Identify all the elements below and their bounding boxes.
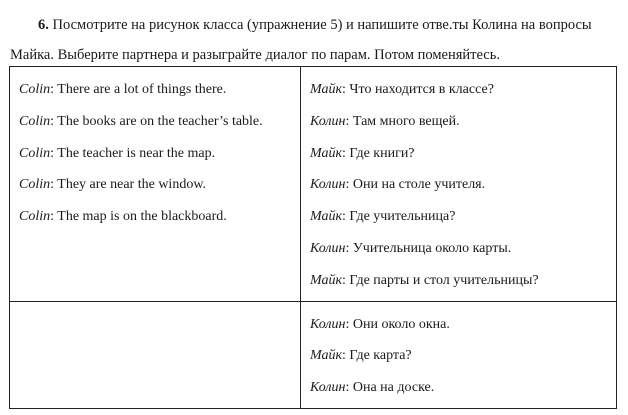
- line-text: Где парты и стол учительницы?: [349, 272, 539, 288]
- speaker-colon: :: [342, 348, 350, 364]
- dialog-line: [10, 106, 300, 138]
- speaker-colon: :: [50, 145, 58, 161]
- speaker-colon: :: [50, 209, 58, 225]
- speaker-colon: :: [50, 82, 58, 97]
- line-text: Где учительница?: [349, 209, 456, 225]
- speaker-name: Колин: [310, 316, 346, 332]
- dialog-table: [9, 66, 617, 409]
- line-text: The books are on the teacher’s table.: [57, 113, 263, 129]
- line-text: The map is on the blackboard.: [57, 209, 227, 225]
- speaker-colon: :: [345, 177, 353, 193]
- line-text: There are a lot of things there.: [57, 82, 227, 97]
- line-text: Они около окна.: [352, 316, 450, 332]
- speaker-name: Colin: [19, 177, 51, 193]
- dialog-table-body: [10, 67, 617, 409]
- speaker-name: Колин: [310, 177, 346, 193]
- dialog-line: [301, 309, 616, 341]
- dialog-line: [301, 106, 616, 138]
- dialog-lines: [301, 302, 616, 408]
- speaker-colon: :: [342, 145, 350, 161]
- speaker-colon: :: [345, 240, 353, 256]
- dialog-line: [10, 201, 300, 233]
- speaker-colon: :: [50, 177, 58, 193]
- line-text: Где книги?: [349, 145, 415, 161]
- dialog-cell-left: [10, 67, 301, 302]
- dialog-line: [301, 201, 616, 233]
- speaker-name: Майк: [310, 82, 343, 97]
- dialog-line: [301, 233, 616, 265]
- dialog-line: [10, 74, 300, 106]
- dialog-cell-right: [301, 301, 617, 408]
- speaker-name: Colin: [19, 113, 51, 129]
- line-text: Там много вещей.: [352, 113, 460, 129]
- line-text: Что находится в классе?: [349, 82, 494, 97]
- dialog-lines: [10, 67, 300, 237]
- speaker-name: Майк: [310, 348, 343, 364]
- speaker-colon: :: [345, 113, 353, 129]
- dialog-lines: [10, 302, 300, 313]
- dialog-line: [301, 169, 616, 201]
- line-text: Они на столе учителя.: [352, 177, 486, 193]
- speaker-name: Колин: [310, 240, 346, 256]
- speaker-colon: :: [342, 272, 350, 288]
- speaker-name: Colin: [19, 209, 51, 225]
- dialog-line: [301, 74, 616, 106]
- dialog-line: [301, 265, 616, 297]
- task-number: 6.: [38, 17, 49, 33]
- speaker-name: Колин: [310, 380, 346, 396]
- dialog-row: [10, 67, 617, 302]
- speaker-name: Colin: [19, 145, 51, 161]
- line-text: Она на доске.: [352, 380, 435, 396]
- speaker-name: Майк: [310, 272, 343, 288]
- dialog-line: [10, 138, 300, 170]
- line-text: They are near the window.: [57, 177, 207, 193]
- dialog-lines: [301, 67, 616, 301]
- dialog-line: [301, 340, 616, 372]
- dialog-line: [301, 138, 616, 170]
- speaker-name: Colin: [19, 82, 51, 97]
- speaker-name: Майк: [310, 145, 343, 161]
- dialog-line: [10, 169, 300, 201]
- dialog-cell-left: [10, 301, 301, 408]
- line-text: The teacher is near the map.: [57, 145, 216, 161]
- speaker-colon: :: [50, 113, 58, 129]
- line-text: Учительница около карты.: [352, 240, 512, 256]
- speaker-colon: :: [345, 380, 353, 396]
- speaker-colon: :: [342, 209, 350, 225]
- speaker-colon: :: [342, 82, 350, 97]
- speaker-name: Колин: [310, 113, 346, 129]
- line-text: Где карта?: [349, 348, 412, 364]
- dialog-line: [301, 372, 616, 404]
- speaker-name: Майк: [310, 209, 343, 225]
- speaker-colon: :: [345, 316, 353, 332]
- dialog-row: [10, 301, 617, 408]
- task-instruction: [10, 10, 618, 70]
- task-text: Посмотрите на рисунок класса (упражнение 5) и напишите отве.ты Колина на вопросы Майка. Выберите партнера и разыграйте диалог по парам. Потом поменяйтесь.: [10, 17, 592, 63]
- dialog-cell-right: [301, 67, 617, 302]
